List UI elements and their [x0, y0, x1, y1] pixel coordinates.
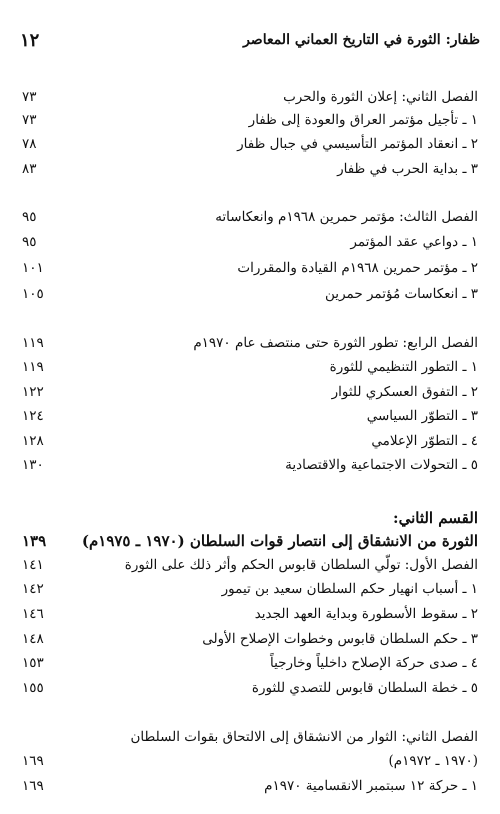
toc-chapter [22, 332, 478, 354]
toc-entry-title: ٢ ـ سقوط الأسطورة وبداية العهد الجديد [254, 606, 478, 622]
toc-entry-title: ٣ ـ حكم السلطان قابوس وخطوات الإصلاح الأولى [202, 631, 478, 647]
toc-page-number: ١٤١ [22, 557, 44, 573]
toc-page-number: ١٢٨ [22, 433, 44, 449]
toc-page-number: ١٤٨ [22, 631, 44, 647]
toc-entry [22, 430, 478, 452]
toc-entry-title: ١ ـ تأجيل مؤتمر العراق والعودة إلى ظفار [248, 112, 478, 128]
toc-page-number: ١١٩ [22, 335, 44, 351]
toc-entry [22, 677, 478, 699]
toc-entry-title: ٥ ـ خطة السلطان قابوس للتصدي للثورة [251, 680, 478, 696]
toc-entry-title: ٤ ـ صدى حركة الإصلاح داخلياً وخارجياً [269, 655, 478, 671]
toc-entry-title: ٥ ـ التحولات الاجتماعية والاقتصادية [285, 457, 478, 473]
toc-part-label: القسم الثاني: [393, 509, 478, 527]
toc-page-number: ٩٥ [22, 234, 37, 250]
toc-entry-title: ١ ـ التطور التنظيمي للثورة [329, 359, 478, 375]
toc-chapter-title: الفصل الثاني: إعلان الثورة والحرب [283, 89, 478, 105]
toc-page-number: ٧٣ [22, 89, 37, 105]
toc-chapter-title-continued: (١٩٧٠ ـ ١٩٧٢م) [388, 753, 478, 769]
toc-entry [22, 356, 478, 378]
toc-entry [22, 578, 478, 600]
toc-entry-title: ٣ ـ انعكاسات مُؤتمر حمرين [325, 286, 478, 302]
toc-entry [22, 158, 478, 180]
toc-entry-title: ١ ـ حركة ١٢ سبتمبر الانقسامية ١٩٧٠م [264, 778, 478, 794]
toc-entry-title: ٢ ـ انعقاد المؤتمر التأسيسي في جبال ظفار [237, 136, 478, 152]
toc-entry [22, 283, 478, 305]
toc-entry [22, 381, 478, 403]
toc-entry [22, 628, 478, 650]
toc-chapter [22, 554, 478, 576]
toc-page-number: ١٥٥ [22, 680, 44, 696]
toc-page-number: ١٣٩ [22, 532, 47, 550]
toc-page-number: ١٢٤ [22, 408, 44, 424]
toc-entry [22, 652, 478, 674]
toc-page-number: ١٤٦ [22, 606, 44, 622]
toc-chapter [22, 206, 478, 228]
toc-page-number: ١٣٠ [22, 457, 44, 473]
toc-chapter [22, 726, 478, 748]
toc-entry [22, 231, 478, 253]
toc-chapter [22, 86, 478, 108]
toc-entry [22, 257, 478, 279]
toc-page-number: ١٦٩ [22, 753, 44, 769]
toc-page-number: ١٦٩ [22, 778, 44, 794]
toc-entry [22, 109, 478, 131]
toc-part-title: الثورة من الانشقاق إلى انتصار قوات السلطان (١٩٧٠ ـ ١٩٧٥م) [81, 532, 478, 550]
toc-entry-title: ٤ ـ التطوّر الإعلامي [371, 433, 478, 449]
toc-entry [22, 405, 478, 427]
toc-entry [22, 775, 478, 797]
page-number: ١٢ [20, 29, 40, 51]
toc-chapter-continuation [22, 750, 478, 772]
toc-entry [22, 454, 478, 476]
toc-page-number: ١٠١ [22, 260, 44, 276]
toc-page-number: ٨٣ [22, 161, 37, 177]
toc-chapter-title: الفصل الأول: تولّي السلطان قابوس الحكم وأثر ذلك على الثورة [124, 557, 478, 573]
toc-entry-title: ١ ـ دواعي عقد المؤتمر [350, 234, 478, 250]
toc-part-title-line [22, 530, 478, 552]
running-title: ظفار: الثورة في التاريخ العماني المعاصر [243, 32, 480, 48]
toc-page-number: ١٠٥ [22, 286, 44, 302]
toc-chapter-title: الفصل الرابع: تطور الثورة حتى منتصف عام ١٩٧٠م [193, 335, 478, 351]
toc-entry-title: ٢ ـ التفوق العسكري للثوار [331, 384, 478, 400]
toc-page-number: ١٤٢ [22, 581, 44, 597]
toc-entry [22, 133, 478, 155]
toc-part-heading [22, 507, 478, 529]
toc-entry-title: ٢ ـ مؤتمر حمرين ١٩٦٨م القيادة والمقررات [237, 260, 478, 276]
toc-page-number: ١٢٢ [22, 384, 44, 400]
toc-page-number: ٩٥ [22, 209, 37, 225]
toc-chapter-title: الفصل الثاني: الثوار من الانشقاق إلى الالتحاق بقوات السلطان [130, 729, 478, 745]
toc-entry-title: ٣ ـ بداية الحرب في ظفار [337, 161, 478, 177]
running-head [20, 27, 480, 53]
toc-page-number: ٧٣ [22, 112, 37, 128]
toc-entry [22, 603, 478, 625]
toc-entry-title: ٣ ـ التطوّر السياسي [366, 408, 478, 424]
toc-entry-title: ١ ـ أسباب انهيار حكم السلطان سعيد بن تيمور [221, 581, 478, 597]
toc-chapter-title: الفصل الثالث: مؤتمر حمرين ١٩٦٨م وانعكاساته [215, 209, 478, 225]
toc-page-number: ١١٩ [22, 359, 44, 375]
toc-page-number: ١٥٣ [22, 655, 44, 671]
toc-page-number: ٧٨ [22, 136, 37, 152]
